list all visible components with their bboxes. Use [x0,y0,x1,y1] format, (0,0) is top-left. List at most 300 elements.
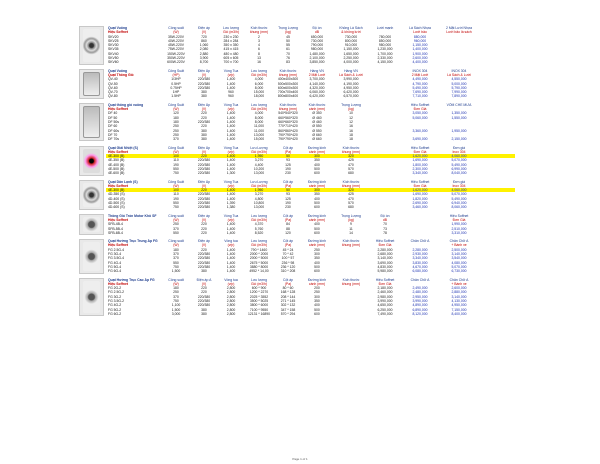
cell: 84 [286,222,290,227]
cell: 500 [314,307,320,312]
cell: SFB-6B-4 [108,230,123,235]
cell: QV-60 [108,85,118,90]
cell: 5,000,000 [451,81,467,86]
cell: 8,520 [254,230,264,235]
cell: Gió (m3/h) [250,72,267,77]
cell: 780,000 [378,34,392,39]
cell: Ø 660 [312,137,322,142]
cell: 5,760 [254,226,264,231]
cell: 2,510,000 [451,226,467,231]
cell: Lưu Lượng [250,145,268,150]
cell: Không Lá Sách [339,26,363,30]
cell: 2,800 [226,294,236,299]
cell: 236 * 98 [281,260,295,265]
cell: 4,320,000 [309,85,325,90]
cell: Kích thước [342,239,360,244]
cell: 370 [173,294,179,299]
cell: 5,980,000 [377,269,393,274]
cell: 8,700 [199,60,209,65]
cell: 3,540,000 [451,256,467,261]
cell [370,137,400,141]
cell: 4,060,000 [451,188,467,193]
cell: 6,250,000 [377,307,393,312]
cell: Inox 304 [452,183,466,188]
cell: 220/380 [197,162,211,167]
cell: 300 [314,252,320,257]
cell: 220 [201,230,207,235]
cell: 70 [286,51,290,56]
cell: 2,500,000 [451,247,467,252]
cell: SKV35 [108,47,119,52]
cell: 4D-600 (S) [108,205,125,210]
cell: Điện Áp [197,145,211,150]
cell: 750 [173,299,179,304]
table-row [106,269,515,273]
cell: 680 [348,171,354,176]
cell: 3,140,000 [451,252,467,257]
cell: Vòng Tua [223,102,239,107]
cell: 6,420,000 [309,94,325,99]
cell: Hiệu Soffnet [108,183,128,188]
cell: DF 50 [108,115,118,120]
cell: 220 [201,154,207,159]
cell: Kích thước [308,102,326,107]
cell: 13,000 [253,171,265,176]
cell: 7,710,000 [412,94,428,99]
cell: 300 [314,294,320,299]
cell: 4,400,000 [412,60,428,65]
cell: 250 [173,222,179,227]
cell: 700x700x400 [277,90,299,95]
cell: (W) [173,107,179,112]
cell: 7,690,000 [412,90,428,95]
cell: 220 [201,247,207,252]
cell: 380 [201,128,207,133]
cell: 180 [173,286,179,291]
cell: Quạt Vuông [108,68,128,73]
cell: 2025 * 3552 [249,294,269,299]
cell: Vòng Tua [223,145,239,150]
cell: + Bánh xe [451,243,467,248]
cell: 4 [258,43,260,48]
cell: 1,150,000 [412,43,428,48]
cell: 1,500 [171,307,181,312]
cell: Đường kính [307,239,327,244]
cell: khung (mm) [278,72,298,77]
cell: 1,900,000 [412,51,428,56]
cell: 4,190,000 [343,81,359,86]
table-row [106,312,515,316]
cell: khung (mm) [341,183,361,188]
cell: 750 [173,171,179,176]
cell: Điện áp [198,239,210,244]
cell: (V) [201,217,207,222]
cell: 190 [173,162,179,167]
cell: 110 [173,158,179,163]
cell: 500 [314,264,320,269]
cell: 3,990,000 [412,299,428,304]
cell: Lưới bảo lá sách [446,30,472,35]
cell: 425 [348,192,354,197]
cell: 1,800,000 [412,162,428,167]
cell: 2,100,000 [309,56,325,61]
cell: 8,060,000 [451,205,467,210]
cell: 1HP [172,90,180,95]
cell: 11,000 [253,128,265,133]
cell: 4,670,000 [412,264,428,269]
cell: Vòng Tua [223,179,239,184]
cell: 380 [201,307,207,312]
cell: 300 [314,188,320,193]
cell: 960 [228,90,234,95]
cell: 350 [314,192,320,197]
cell: Điện Áp [197,68,211,73]
cell: 5,490,000 [451,196,467,201]
cell: 220/380 [197,264,211,269]
cell: 250 [173,124,179,129]
cell: Điện áp [198,213,210,218]
cell: 4E-500 (B) [108,166,125,171]
cell: 120 [173,111,179,116]
cell: 0.75HP [170,85,182,90]
cell: SFB-5B-4 [108,226,123,231]
cell: Gió (m3/h) [250,281,267,286]
cell: 3,340,000 [412,256,428,261]
cell: 1,400 [226,192,236,197]
cell: 1,650,000 [343,51,359,56]
cell: 2,490,000 [412,286,428,291]
cell: 250 [314,290,320,295]
cell: 4E-300 (B) [108,188,125,193]
cell: 4,400 [254,162,264,167]
cell: Inox 304 [452,149,466,154]
cell: 570 * 294 [280,311,296,316]
cell: 2,480,000 [412,290,428,295]
cell: 45 [286,34,290,39]
cell: 500 [314,226,320,231]
cell: Quạt Thông Gió [108,72,134,77]
cell: Quạt Hướng Trục Trung Áp FG [108,239,158,244]
cell: 73 [383,226,387,231]
cell: Hiệu Soffnet [108,30,128,35]
cell: 6,080,000 [412,269,428,274]
cell: 1,060 [199,43,209,48]
cell: SKV25 [108,38,119,43]
cell: Gió (m3/h) [222,30,239,35]
cell: 70 [383,222,387,227]
cell: 605 x 605 [223,56,239,61]
cell: 6,890,000 [412,307,428,312]
cell: 3800 * 6000 [249,303,269,308]
duct-fan-icon [83,242,100,270]
cell: 3,850,000 [309,60,325,65]
cell: 220 [201,124,207,129]
cell: Đơn Giá [413,183,427,188]
cell: 1,100 [171,303,181,308]
cell: 480 x 480 [223,51,239,56]
table-row [106,205,515,209]
cell: FG 2G-2 [108,286,122,291]
cell: 1,300 [226,171,236,176]
cell: 1,150,000 [343,47,359,52]
cell: 1,400 [226,196,236,201]
cell: 4,950,000 [451,303,467,308]
cell: Hiệu Soffnet [449,213,469,218]
cell: 1,400 [226,230,236,235]
table-row [106,94,515,98]
cell: Lá Sách Nhựa [409,26,431,30]
cell: DF 70 [108,132,118,137]
cell: Gió (m3/h) [250,107,267,112]
cell: 208 * 144 [280,294,296,299]
cell: 4,650,000 [377,303,393,308]
cell: 220 [201,111,207,116]
cell: Điện áp A [196,277,212,282]
cell: 1,400 [226,162,236,167]
cell: 302 * 132 [280,303,296,308]
cell [370,94,400,98]
cell: INOX 304 [451,68,467,73]
cell: 4,000 [254,111,264,116]
cell: 61 [286,47,290,52]
cell: (V) [201,30,207,35]
cell: (Pa) [284,217,292,222]
cell: 4,060,000 [451,154,467,159]
cell: dB [382,217,388,222]
cell: 380 [201,90,207,95]
cell: Chân Chữ A [449,239,469,244]
cell: (W) [173,183,179,188]
cell: 2,950,000 [412,294,428,299]
cell: 16 [349,124,353,129]
cell: 1,230,000 [377,47,393,52]
cell: 250 [173,132,179,137]
cell: 4,950,000 [343,85,359,90]
cell: QV-80 [108,94,118,99]
cell: 680 [348,205,354,210]
cell: 1,400 [226,111,236,116]
cell: 220/380 [197,260,211,265]
cell: Công suất [168,239,184,244]
cell: 600 [314,205,320,210]
cell: 4,490,000 [412,77,428,82]
cell: FG 3G-4 [108,252,122,257]
cell: 100 [173,154,179,159]
cell: 2675 * 5000 [249,260,269,265]
cell: 4952 * 14,00 [249,269,269,274]
section-table [106,26,515,65]
cell: 600 [314,269,320,274]
cell: 800,000 [344,38,358,43]
cell: 550 [173,166,179,171]
cell: 1,550,000 [451,115,467,120]
cell: 2,460,000 [377,290,393,295]
cell: 250 [173,128,179,133]
cell: 6,060,000 [309,90,325,95]
cell: 8 [258,51,260,56]
cell: DF 50s [108,119,119,124]
cell: 50 [286,188,290,193]
cell: 2,880,000 [451,290,467,295]
cell: Lưới mạnh [376,26,394,30]
cell: 860*860*420 [278,128,298,133]
product-thumbnail [79,278,104,317]
cell: Đường kính [307,145,327,150]
cell: 730,000 [310,38,324,43]
cell: 6,570,000 [343,94,359,99]
cell: (W) [173,149,179,154]
cell: 2,800 [226,286,236,291]
cell: 18,000 [253,94,265,99]
cell: 40W-220V [168,38,184,43]
cell: FG 4G-2 [108,303,122,308]
cell: 790,000 [310,43,324,48]
cell: 790*790*420 [278,137,298,142]
cell: 570 [348,201,354,206]
axial-fan-icon [83,183,100,207]
cell: 220 [201,290,207,295]
cell: 12 [349,119,353,124]
cell: 2,800 [226,299,236,304]
cell: 8,400,000 [451,311,467,316]
cell: SFB-4B-4 [108,222,123,227]
cell: 1,690,000 [412,158,428,163]
cell: 12131 * 16890 [247,311,271,316]
cell: 50 [286,154,290,159]
cell [370,205,400,209]
cell: khung (mm) [278,107,298,112]
cell: 8,040,000 [451,171,467,176]
cell: 380 [201,94,207,99]
cell: 350W-220V [167,56,185,61]
cell: 7,890,000 [451,94,467,99]
cell: SKV50 [108,56,119,61]
cell: Lưu lượng [250,239,267,244]
cell: 18 [349,137,353,142]
table-row [106,171,515,175]
exhaust-box-icon [83,72,100,96]
cell: (Pa) [284,243,292,248]
cell: (Pa) [284,281,292,286]
table-row [106,137,515,141]
cell: (v/p) [227,107,235,112]
cell: Gió (m3/h) [250,149,267,154]
cell: 3,690,000 [377,260,393,265]
cell: 35W-220V [168,34,184,39]
cell: 570 [348,166,354,171]
cell: 2,280,000 [377,247,393,252]
cell: 660*560*320 [278,115,298,120]
red-fan-icon [83,149,100,173]
cell: 10,200 [253,166,265,171]
cell: 1,380 [226,205,236,210]
cell: 220/380 [197,119,211,124]
cell: 1,400 [226,119,236,124]
cell: 600 [314,230,320,235]
product-thumbnail [79,103,104,142]
cell: cánh (mm) [308,281,326,286]
cell: 300 [314,154,320,159]
cell: 5,790,000 [451,85,467,90]
cell: 7100 * 9550 [249,307,269,312]
cell: khung (mm) [341,281,361,286]
cell: 650,000 [310,34,324,39]
cell [332,312,370,316]
cell: cánh (mm) [308,217,326,222]
cell: 1,690,000 [412,192,428,197]
cell: 350 [314,256,320,261]
cell: 2000 * 5000 [249,256,269,261]
cell: 2,690,000 [412,201,428,206]
cell: Lá Sách & Lưới [339,72,363,77]
cell: INOX 304 [412,68,428,73]
cell: Cột áp [283,213,293,218]
cell: 550 [173,230,179,235]
cell: Chân Chữ A [410,277,430,282]
cell: 220/380 [197,171,211,176]
cell: Hiệu Soffnet [375,239,395,244]
cell: 250 [314,247,320,252]
cell: 3,340,000 [412,171,428,176]
cell: (Pa) [284,183,292,188]
cell: 220 [201,115,207,120]
cell: 750 [173,264,179,269]
cell: Hiệu Soffnet [410,102,430,107]
cell: FG 2.5G-4 [108,247,125,252]
cell: 980,000 [310,47,324,52]
cell: 110 [173,192,179,197]
cell: 3,900 [199,56,209,61]
cell: 220/380 [197,201,211,206]
cell: 190 [173,196,179,201]
cell: 370 [173,137,179,142]
cell: Công Suất [167,102,185,107]
cell: Ø 460 [312,115,322,120]
cell: Hiệu Soffnet [108,107,128,112]
cell: Kích thước [279,102,297,107]
cell: QV-40 [108,77,118,82]
cell: 1,400 [226,188,236,193]
cell: SKV20 [108,34,119,39]
cell: Quạt thông gió vuông [108,102,144,107]
cell: 125 [285,196,291,201]
cell: 720 [201,34,207,39]
cell: 93 [286,158,290,163]
cell: 76 [286,56,290,61]
cell: 790 * 1460 [250,247,268,252]
cell: 960,000 [413,38,427,43]
cell: 2,180,000 [377,286,393,291]
cell: 4D-350 (S) [108,192,125,197]
cell: 45W-220V [168,43,184,48]
cell: 4,830,000 [377,264,393,269]
cell: Trọng Lượng [341,102,361,107]
cell: 4,140,000 [309,81,325,86]
cell: Đường kính [307,213,327,218]
cell: 350 [314,158,320,163]
cell: 1,400 [226,222,236,227]
cell: 1,400 [226,81,236,86]
cell: 380 [201,269,207,274]
cell: Công suất [168,213,184,218]
cell [400,231,440,235]
cell: 1,620,000 [412,188,428,193]
cell: 1,700,000 [377,51,393,56]
cell: 600x600x300 [277,85,299,90]
cell: 2,250,000 [343,56,359,61]
cell: 4E-350 (B) [108,158,125,163]
cell: 150W-220V [167,51,185,56]
